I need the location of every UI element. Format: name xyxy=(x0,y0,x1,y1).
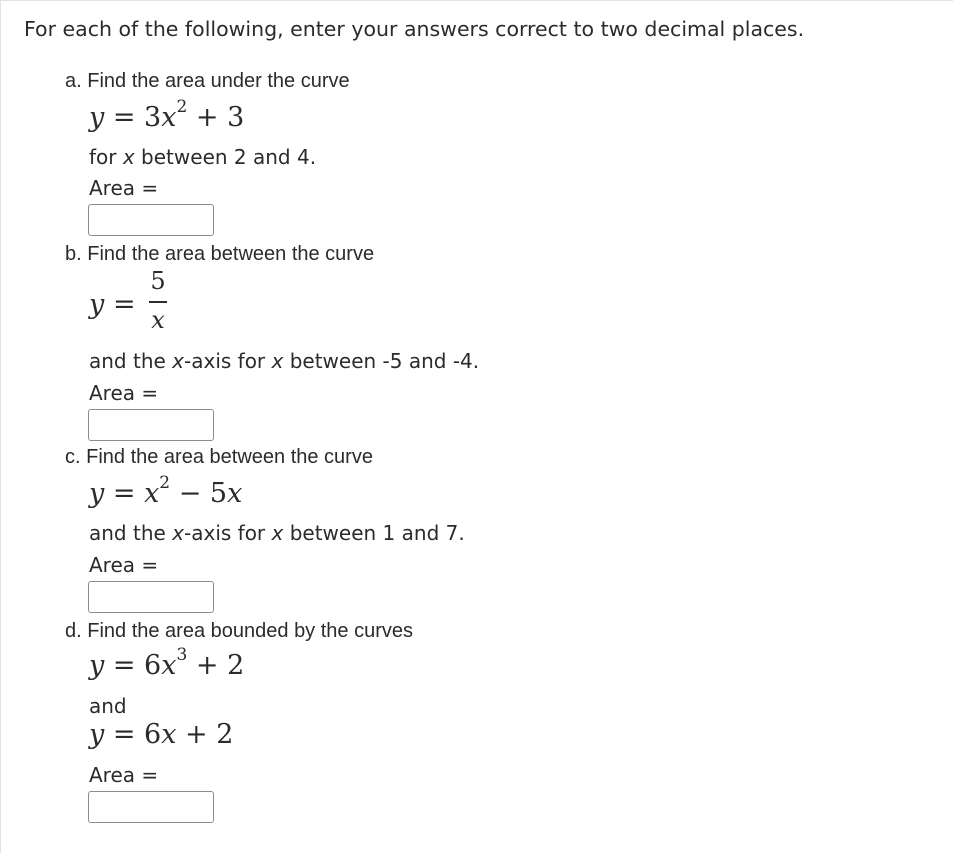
part-b-text-mid: -axis for xyxy=(184,349,272,373)
instructions-text: For each of the following, enter your answers correct to two decimal places. xyxy=(24,17,805,41)
part-c-interval-text xyxy=(89,520,465,546)
part-d-equation-2 xyxy=(89,718,233,752)
part-a-area-label: Area = xyxy=(89,176,159,200)
part-d-eq2-eq: = 6 xyxy=(104,719,162,750)
part-b-text-post: between -5 and -4. xyxy=(283,349,480,373)
part-a-eq-y: y xyxy=(89,102,105,133)
part-c-text-mid: -axis for xyxy=(184,521,272,545)
part-c-text-var1: x xyxy=(172,521,185,545)
part-d-eq1-x: x xyxy=(161,650,177,681)
part-a-eq-x: x xyxy=(161,102,177,133)
part-b-frac-bar xyxy=(149,301,167,303)
part-c-eq-exp: 2 xyxy=(159,473,171,493)
part-d-eq1-y: y xyxy=(89,650,105,681)
part-c-eq-y: y xyxy=(89,478,105,509)
part-d-eq2-x: x xyxy=(161,719,177,750)
part-a-heading: a. Find the area under the curve xyxy=(65,70,350,92)
part-b-text-var2: x xyxy=(271,349,284,373)
part-d-eq1-eq: = 6 xyxy=(104,650,162,681)
part-b-eq-y: y xyxy=(89,289,105,320)
part-b-fraction xyxy=(147,266,169,335)
part-c-eq-x: x xyxy=(144,478,160,509)
part-a-text-pre: for xyxy=(89,145,123,169)
part-d-eq2-rest: + 2 xyxy=(176,719,234,750)
part-a-interval-text xyxy=(89,144,316,170)
part-d-eq1-exp: 3 xyxy=(176,645,188,665)
part-b-text-pre: and the xyxy=(89,349,173,373)
part-d-eq1-rest: + 2 xyxy=(187,650,245,681)
part-a-eq-exp: 2 xyxy=(176,97,188,117)
part-c-text-pre: and the xyxy=(89,521,173,545)
part-c-eq-minus: − 5 xyxy=(170,478,228,509)
part-d-heading: d. Find the area bounded by the curves xyxy=(65,620,414,642)
part-a-eq-eq: = 3 xyxy=(104,102,162,133)
part-b-interval-text xyxy=(89,348,479,374)
part-d-equation-1 xyxy=(89,645,245,683)
part-b-frac-denominator: x xyxy=(151,305,165,334)
part-c-text-var2: x xyxy=(271,521,284,545)
part-a-text-post: between 2 and 4. xyxy=(134,145,317,169)
part-d-area-label: Area = xyxy=(89,763,159,787)
part-d-eq2-y: y xyxy=(89,719,105,750)
part-b-answer-input[interactable] xyxy=(88,409,214,441)
part-c-answer-input[interactable] xyxy=(88,581,214,613)
part-b-text-var1: x xyxy=(172,349,185,373)
part-c-eq-eq: = xyxy=(104,478,145,509)
part-a-eq-rest: + 3 xyxy=(187,102,245,133)
part-c-heading: c. Find the area between the curve xyxy=(65,446,373,468)
part-a-answer-input[interactable] xyxy=(88,204,214,236)
part-b-area-label: Area = xyxy=(89,381,159,405)
part-c-area-label: Area = xyxy=(89,553,159,577)
part-d-and-text: and xyxy=(89,694,127,718)
part-c-equation xyxy=(89,473,243,511)
part-b-eq-eq: = xyxy=(113,289,136,320)
part-d-answer-input[interactable] xyxy=(88,791,214,823)
part-a-text-var: x xyxy=(122,145,135,169)
part-a-equation xyxy=(89,97,245,135)
part-c-eq-x2: x xyxy=(227,478,243,509)
part-b-frac-numerator: 5 xyxy=(150,267,166,295)
part-b-heading: b. Find the area between the curve xyxy=(65,243,375,265)
part-c-text-post: between 1 and 7. xyxy=(283,521,465,545)
